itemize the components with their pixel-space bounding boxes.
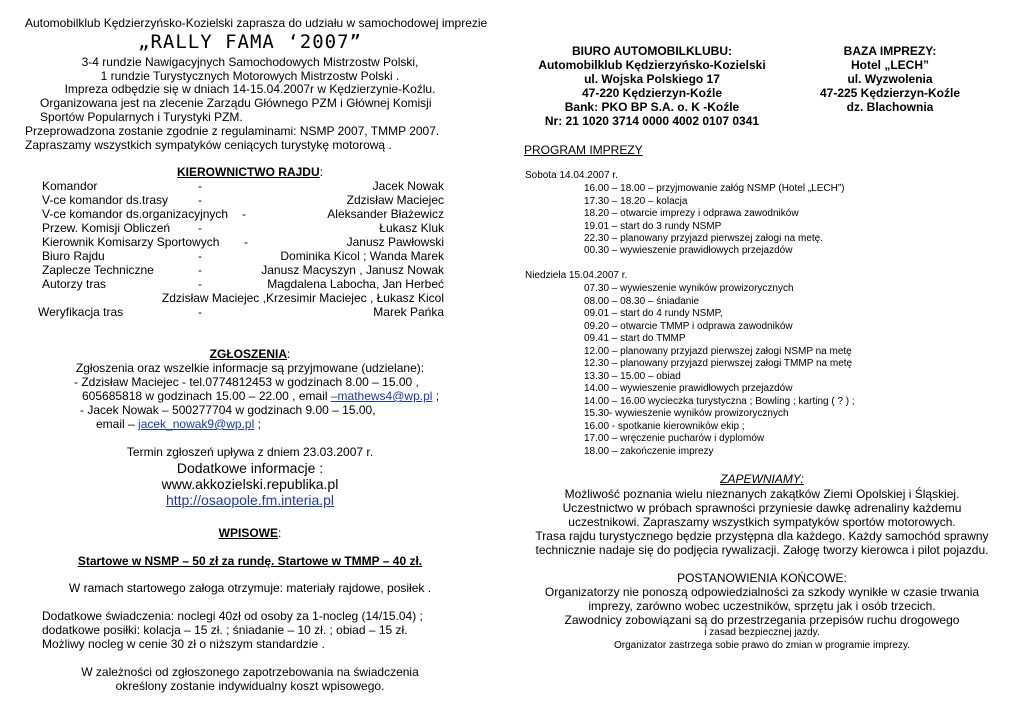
schedule-item: 15.30- wywieszenie wyników prowizorycznych: [584, 408, 789, 419]
final-small-line: Organizator zastrzega sobie prawo do zmian w programie imprezy.: [613, 640, 911, 651]
base-line: dz. Blachownia: [846, 100, 934, 114]
office-line: ul. Wojska Polskiego 17: [584, 72, 720, 86]
schedule-item: 08.00 – 08.30 – śniadanie: [584, 296, 700, 307]
fees-heading: WPISOWE:: [218, 526, 282, 540]
program-heading: PROGRAM IMPREZY: [524, 143, 643, 157]
schedule-item: 14.00 – 16.00 wycieczka turystyczna ; Bowling ; karting ( ? ) ;: [584, 396, 855, 407]
fees-crew: W ramach startowego załoga otrzymuje: materiały rajdowe, posiłek .: [68, 581, 432, 595]
schedule-item: 22.30 – planowany przyjazd pierwszej załogi na metę.: [584, 233, 824, 244]
schedule-item: 17.00 – wręczenie pucharów i dyplomów: [584, 433, 765, 444]
final-small-line: i zasad bezpiecznej jazdy.: [704, 627, 820, 638]
office-line: Nr: 21 1020 3714 0000 4002 0107 0341: [544, 114, 760, 128]
office-line: 47-220 Kędzierzyn-Koźle: [581, 86, 723, 100]
final-line: Organizatorzy nie ponoszą odpowiedzialności za szkody wynikłe w czasie trwania: [544, 585, 980, 599]
desc-line: Zapraszamy wszystkich sympatyków ceniących turystykę motorową .: [25, 138, 392, 152]
management-heading: KIEROWNICTWO RAJDU:: [176, 165, 323, 179]
fees-line: Startowe w NSMP – 50 zł za rundę. Startowe w TMMP – 40 zł.: [77, 554, 423, 568]
schedule-item: 19.01 – start do 3 rundy NSMP: [584, 221, 722, 232]
individual-line: określony zostanie indywidualny koszt wpisowego.: [115, 679, 385, 693]
base-line: 47-225 Kędzierzyn-Koźle: [819, 86, 961, 100]
schedule-item: 18.20 – otwarcie imprezy i odprawa zawodników: [584, 208, 799, 219]
schedule-item: 12.00 – planowany przyjazd pierwszej załogi NSMP na metę: [584, 346, 852, 357]
guarantee-line: uczestnikowi. Zapraszamy wszystkich sympatyków sportów motorowych.: [568, 515, 956, 529]
guarantee-line: Możliwość poznania wielu nieznanych zakątków Ziemi Opolskiej i Śląskiej.: [564, 487, 960, 501]
final-line: Zawodnicy zobowiązani są do przestrzegania przepisów ruchu drogowego: [564, 613, 960, 627]
desc-line: Sportów Popularnych i Turystyki PZM.: [40, 110, 243, 124]
applications-heading: ZGŁOSZENIA:: [209, 347, 291, 361]
website-link[interactable]: http://osaopole.fm.interia.pl: [165, 492, 335, 508]
office-line: Bank: PKO BP S.A. o. K -Koźle: [564, 100, 740, 114]
services-line: Możliwy nocleg w cenie 30 zł o niższym standardzie .: [42, 637, 325, 651]
services-line: dodatkowe posiłki: kolacja – 15 zł. ; śniadanie – 10 zł. ; obiad – 15 zł.: [42, 623, 408, 637]
final-line: imprezy, zarówno wobec uczestników, sprzętu jak i osób trzecich.: [588, 599, 936, 613]
guarantee-heading: ZAPEWNIAMY:: [720, 472, 804, 486]
schedule-item: 18.00 – zakończenie imprezy: [584, 446, 714, 457]
day-heading: Niedziela 15.04.2007 r.: [525, 270, 628, 281]
schedule-item: 13.30 – 15.00 – obiad: [584, 371, 681, 382]
schedule-item: 07.30 – wywieszenie wyników prowizorycznych: [584, 283, 794, 294]
intro-text: Automobilklub Kędzierzyńsko-Kozielski zaprasza do udziału w samochodowej imprezie: [25, 16, 488, 30]
desc-line: 1 rundzie Turystycznych Motorowych Mistrzostw Polski .: [100, 69, 400, 83]
day-heading: Sobota 14.04.2007 r.: [525, 170, 618, 181]
schedule-item: 16.00 – 18.00 – przyjmowanie załóg NSMP (Hotel „LECH”): [584, 183, 845, 194]
desc-line: Organizowana jest na zlecenie Zarządu Głównego PZM i Głównej Komisji: [40, 96, 432, 110]
contact-line: email – jacek_nowak9@wp.pl ;: [96, 417, 261, 431]
contact-line: - Jacek Nowak – 500277704 w godzinach 9.00 – 15.00,: [80, 403, 376, 417]
base-line: ul. Wyzwolenia: [847, 72, 933, 86]
contact-line: - Zdzisław Maciejec - tel.0774812453 w godzinach 8.00 – 15.00 ,: [74, 375, 419, 389]
schedule-item: 16.00 - spotkanie kierowników ekip ;: [584, 421, 745, 432]
email-link[interactable]: jacek_nowak9@wp.pl: [138, 417, 255, 431]
schedule-item: 14.00 – wywieszenie prawidłowych przejazdów: [584, 383, 793, 394]
email-link[interactable]: –mathews4@wp.pl: [330, 389, 433, 403]
desc-line: Przeprowadzona zostanie zgodnie z regulaminami: NSMP 2007, TMMP 2007.: [25, 124, 440, 138]
base-line: Hotel „LECH”: [851, 58, 929, 72]
guarantee-line: Trasa rajdu turystycznego będzie przystępna dla każdego. Każdy samochód sprawny: [535, 529, 989, 543]
schedule-item: 17.30 – 18.20 – kolacja: [584, 196, 688, 207]
guarantee-line: technicznie nadaje się do podjęcia rywalizacji. Załogę tworzy kierowca i pilot pojazdu.: [535, 543, 989, 557]
final-heading: POSTANOWIENIA KOŃCOWE:: [677, 571, 847, 585]
office-line: BIURO AUTOMOBILKLUBU:: [572, 44, 732, 58]
individual-line: W zależności od zgłoszonego zapotrzebowania na świadczenia: [81, 665, 419, 679]
schedule-item: 09.20 – otwarcie TMMP i odprawa zawodników: [584, 321, 793, 332]
schedule-item: 09.01 – start do 4 rundy NSMP,: [584, 308, 723, 319]
desc-line: Impreza odbędzie się w dniach 14-15.04.2007r w Kędzierzynie-Koźlu.: [64, 82, 436, 96]
schedule-item: 00.30 – wywieszenie prawidłowych przejazdów: [584, 245, 793, 256]
website-text: www.akkozielski.republika.pl: [161, 476, 339, 492]
deadline-text: Termin zgłoszeń upływa z dniem 23.03.2007 r.: [126, 445, 374, 459]
extra-info-heading: Dodatkowe informacje :: [176, 460, 324, 476]
services-line: Dodatkowe świadczenia: noclegi 40zł od osoby za 1-nocleg (14/15.04) ;: [42, 609, 423, 623]
schedule-item: 09.41 – start do TMMP: [584, 333, 686, 344]
event-title: „RALLY FAMA ‘2007”: [138, 31, 362, 53]
applications-intro: Zgłoszenia oraz wszelkie informacje są przyjmowane (udzielane):: [75, 361, 425, 375]
office-line: Automobilklub Kędzierzyńsko-Kozielski: [538, 58, 766, 72]
contact-line: 605685818 w godzinach 15.00 – 22.00 , email –mathews4@wp.pl ;: [82, 389, 440, 403]
guarantee-line: Uczestnictwo w próbach sprawności przyniesie dawkę adrenaliny każdemu: [562, 501, 962, 515]
schedule-item: 12.30 – planowany przyjazd pierwszej załogi TMMP na metę: [584, 358, 853, 369]
base-line: BAZA IMPREZY:: [843, 44, 937, 58]
desc-line: 3-4 rundzie Nawigacyjnych Samochodowych Mistrzostw Polski,: [81, 55, 419, 69]
